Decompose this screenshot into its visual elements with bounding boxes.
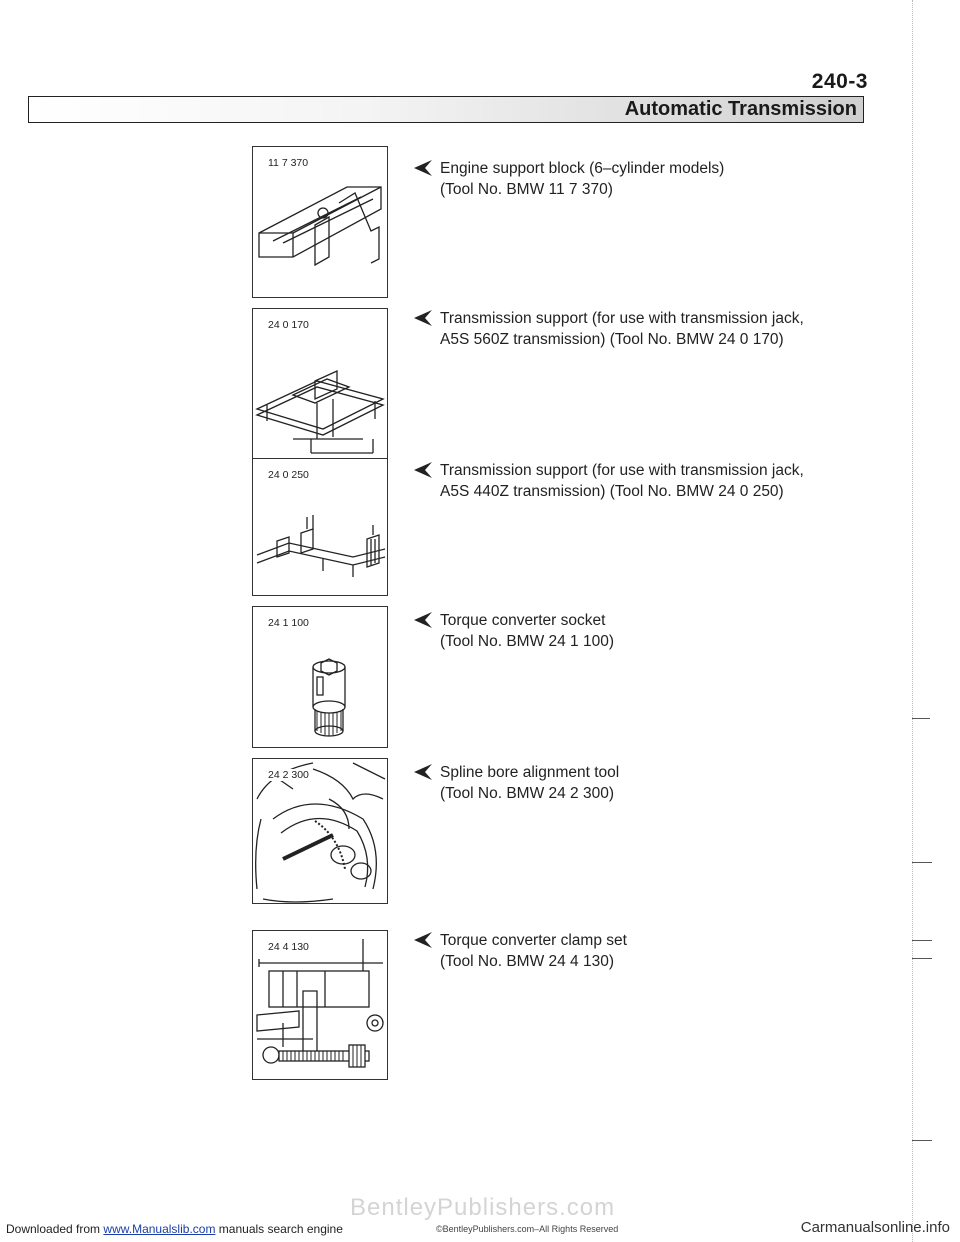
tool-code: 24 4 130: [268, 941, 309, 953]
torque-converter-clamp-set-illustration: [253, 931, 389, 1081]
footer-site-mark: Carmanualsonline.info: [800, 1219, 950, 1236]
tool-caption: [412, 610, 852, 652]
caption-line: Spline bore alignment tool: [440, 764, 620, 781]
tool-figure-24-1-100: [252, 606, 388, 748]
margin-tick: [912, 958, 932, 959]
pointer-arrow-icon: [412, 929, 434, 951]
tool-figure-24-2-300: [252, 758, 388, 904]
footer-watermark: BentleyPublishers.com: [350, 1194, 616, 1221]
pointer-arrow-icon: [412, 609, 434, 631]
transmission-support-560z-illustration: [253, 309, 389, 473]
caption-line: (Tool No. BMW 11 7 370): [440, 181, 613, 198]
margin-tick: [912, 940, 932, 941]
manualslib-link[interactable]: www.Manualslib.com: [103, 1222, 216, 1236]
engine-support-block-illustration: [253, 147, 389, 299]
tool-figure-11-7-370: [252, 146, 388, 298]
tool-caption: [412, 460, 852, 502]
pointer-arrow-icon: [412, 459, 434, 481]
tool-code: 24 0 170: [268, 319, 309, 331]
section-title: Automatic Transmission: [624, 98, 857, 120]
caption-line: Torque converter socket: [440, 612, 606, 629]
tool-caption: [412, 930, 852, 972]
caption-line: Engine support block (6–cylinder models): [440, 160, 725, 177]
caption-line: A5S 440Z transmission) (Tool No. BMW 24 0 250): [440, 483, 784, 500]
caption-line: Transmission support (for use with transmission jack,: [440, 462, 804, 479]
footer-copyright: ©BentleyPublishers.com–All Rights Reserved: [436, 1224, 619, 1234]
page-number: 240-3: [811, 70, 868, 93]
pointer-arrow-icon: [412, 761, 434, 783]
tool-caption: [412, 762, 852, 804]
pointer-arrow-icon: [412, 307, 434, 329]
section-header-bar: [28, 96, 864, 123]
tool-code: 24 2 300: [268, 769, 309, 781]
caption-line: A5S 560Z transmission) (Tool No. BMW 24 0 170): [440, 331, 784, 348]
margin-tick: [912, 862, 932, 863]
tool-code: 11 7 370: [268, 157, 309, 169]
footer-suffix: manuals search engine: [218, 1222, 343, 1236]
footer-download-note: [6, 1222, 343, 1236]
pointer-arrow-icon: [412, 157, 434, 179]
tool-code: 24 1 100: [268, 617, 309, 629]
footer-prefix: Downloaded from: [6, 1222, 101, 1236]
margin-tick: [912, 718, 930, 719]
caption-line: (Tool No. BMW 24 2 300): [440, 785, 615, 802]
tool-code: 24 0 250: [268, 469, 309, 481]
caption-line: Torque converter clamp set: [440, 932, 627, 949]
tool-figure-24-0-250: [252, 458, 388, 596]
caption-line: (Tool No. BMW 24 4 130): [440, 953, 615, 970]
tool-figure-24-4-130: [252, 930, 388, 1080]
tool-figure-24-0-170: [252, 308, 388, 472]
caption-line: (Tool No. BMW 24 1 100): [440, 633, 615, 650]
tool-caption: [412, 308, 852, 350]
caption-line: Transmission support (for use with transmission jack,: [440, 310, 804, 327]
margin-tick: [912, 1140, 932, 1141]
right-margin-rule: [912, 0, 915, 1242]
tool-caption: [412, 158, 852, 200]
